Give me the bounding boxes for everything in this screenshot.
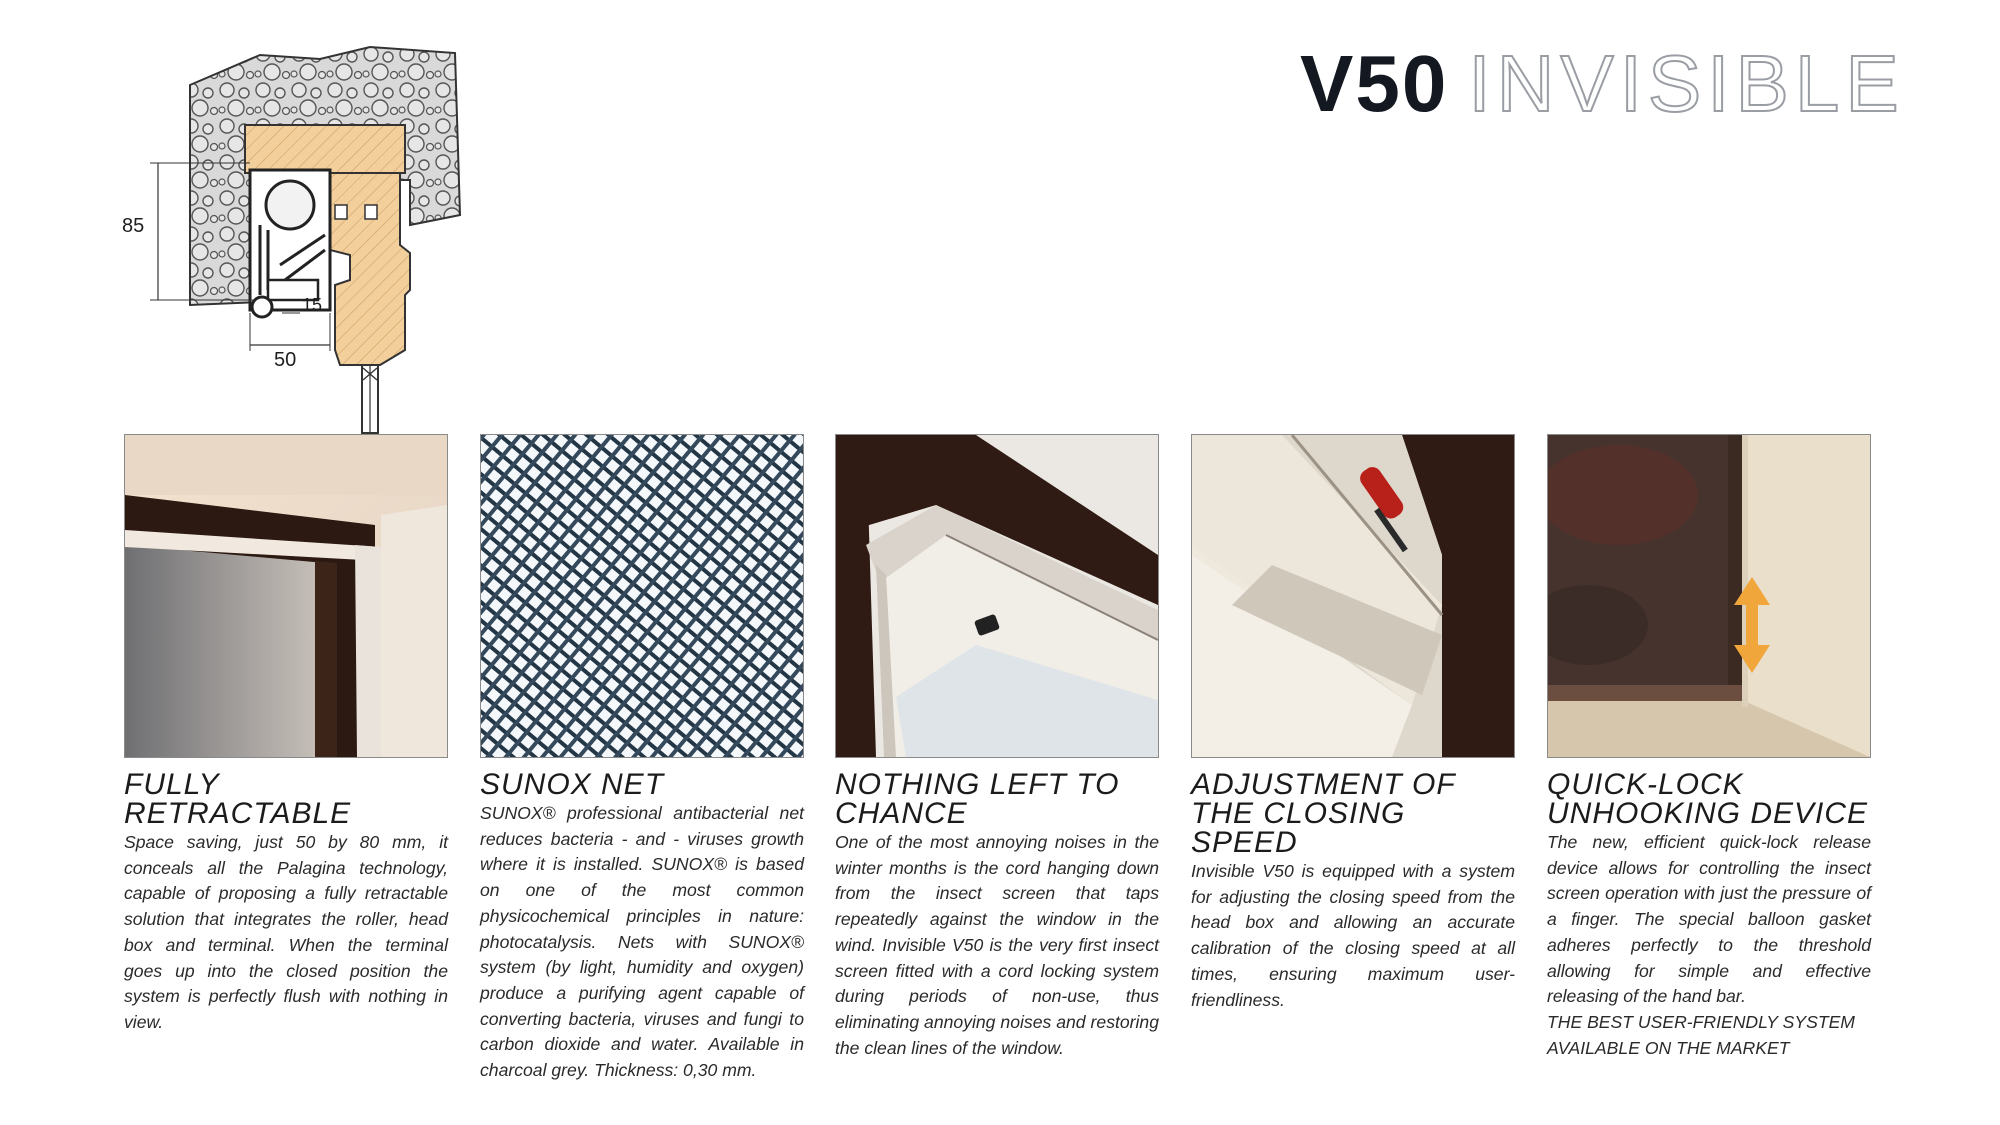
feature-text: One of the most annoying noises in the winter months is the cord hanging down from the insect screen that taps repeatedly against the window in the wind. Invisible V50 is the very first insect screen fitted with a cord locking system during periods of non-use, thus eliminating annoying noises and restoring the clean lines of the window. bbox=[835, 832, 1159, 1058]
feature-nothing-left bbox=[835, 434, 1159, 1061]
feature-title: NOTHING LEFT TO CHANCE bbox=[835, 768, 1120, 830]
feature-quick-lock bbox=[1547, 434, 1871, 1061]
mesh-net-photo bbox=[480, 434, 804, 758]
feature-title: FULLY RETRACTABLE bbox=[124, 768, 352, 830]
quick-lock-arrow-photo bbox=[1547, 434, 1871, 758]
cross-section-drawing bbox=[110, 45, 490, 435]
feature-title: ADJUSTMENT OF THE CLOSING SPEED bbox=[1191, 768, 1456, 859]
feature-fully-retractable bbox=[124, 434, 448, 1036]
page-title bbox=[1300, 36, 1905, 132]
feature-text: Space saving, just 50 by 80 mm, it conceals all the Palagina technology, capable of proposing a fully retractable solution that integrates the roller, head box and terminal. When the terminal goes up into the closed position the system is perfectly flush with nothing in view. bbox=[124, 832, 448, 1032]
feature-text: SUNOX® professional antibacterial net reduces bacteria - and - viruses growth where it is installed. SUNOX® is based on one of the most common physicochemical principles in nature: photocatalysis. Nets with SUNOX® system (by light, humidity and oxygen) produce a purifying agent capable of converting bacteria, viruses and fungi to carbon dioxide and water. Available in charcoal grey. Thickness: 0,30 mm. bbox=[480, 803, 804, 1081]
feature-title: QUICK-LOCK UNHOOKING DEVICE bbox=[1547, 768, 1869, 830]
cord-lock-photo bbox=[835, 434, 1159, 758]
feature-text: The new, efficient quick-lock release device allows for controlling the insect screen operation with just the pressure of a finger. The special balloon gasket adheres perfectly to the threshold allowing for simple and effective releasing of the hand bar. THE BEST USER-FRIENDLY SYSTEM AVAILABLE ON THE MARKET bbox=[1547, 830, 1871, 1061]
cross-section-diagram bbox=[110, 45, 490, 435]
dim-width-label: 50 bbox=[274, 349, 297, 371]
feature-text: Invisible V50 is equipped with a system for adjusting the closing speed from the head box and allowing an accurate calibration of the closing speed at all times, ensuring maximum user-friendliness. bbox=[1191, 861, 1515, 1010]
dim-height-label: 85 bbox=[122, 215, 145, 237]
screwdriver-adjustment-photo bbox=[1191, 434, 1515, 758]
feature-columns bbox=[124, 434, 1884, 1094]
feature-sunox-net bbox=[480, 434, 804, 1084]
feature-title: SUNOX NET bbox=[480, 768, 665, 801]
feature-closing-speed bbox=[1191, 434, 1515, 1013]
window-frame-photo bbox=[124, 434, 448, 758]
dim-small-label: 15 bbox=[302, 295, 323, 315]
title-bold: V50 bbox=[1300, 39, 1449, 128]
feature-tagline: THE BEST USER-FRIENDLY SYSTEM AVAILABLE ON THE MARKET bbox=[1547, 1011, 1855, 1058]
title-light: INVISIBLE bbox=[1468, 39, 1905, 128]
